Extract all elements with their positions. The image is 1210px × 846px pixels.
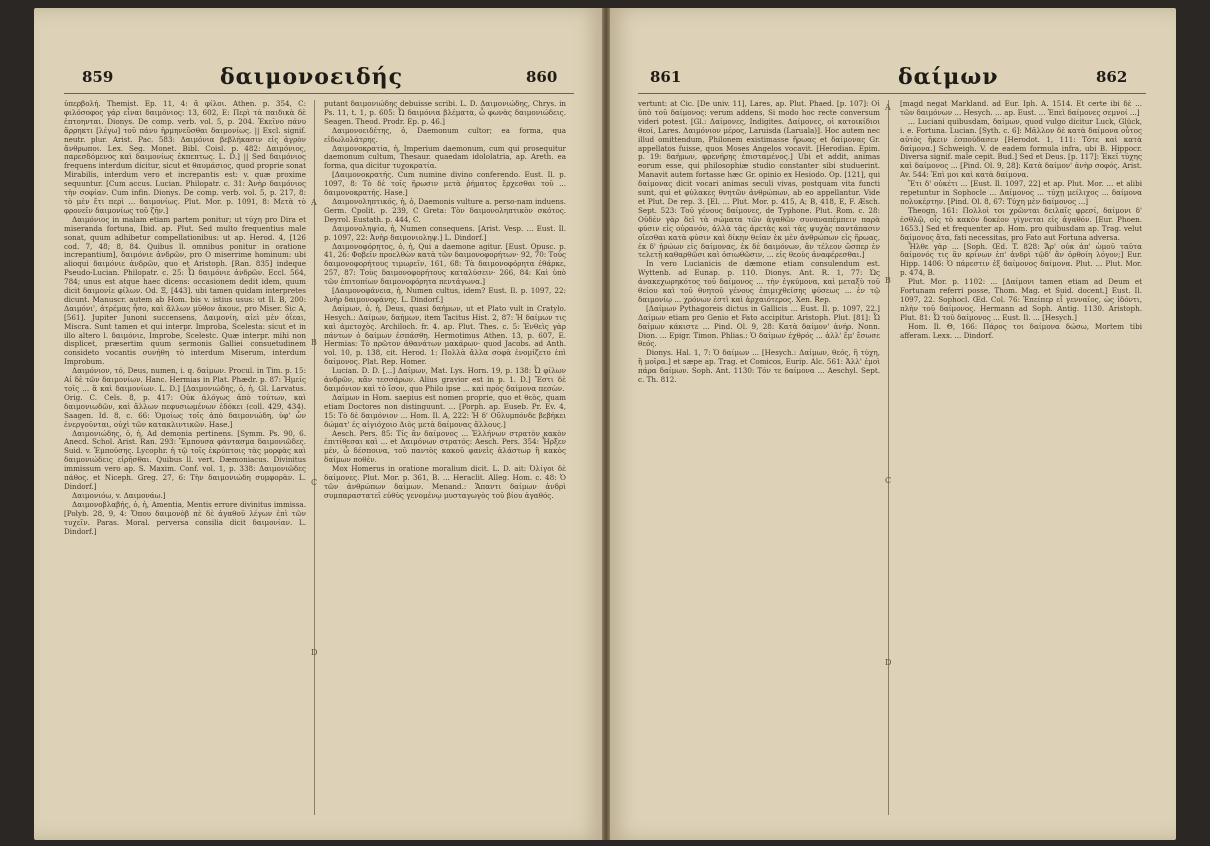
entry-paragraph: Δαιμονοειδέτης, ὁ, Daemonum cultor; ea forma, qua εἰδωλολάτρης.: [324, 125, 566, 144]
header-rule: [64, 93, 574, 94]
entry-paragraph: In vero Lucianicis de dæmone etiam consulendum est. Wyttenb. ad Eunap. p. 110. Dionys. Ant. R. 1, 77: Ὡς ἀνακεχωρηκότος τοῦ δαίμονος ... τὴν ἐγκύμονα, καὶ μεταξὺ τοῦ θείου καὶ τοῦ θνητοῦ γένους ἐπιμιχθείσης φύσεως ... ἐν τῷ δαιμονίῳ ... χρόνων ἐστὶ καὶ ἀρχαιότερος. Xen. Rep.: [638, 259, 880, 304]
entry-paragraph: Δαιμονοφόρητος, ὁ, ἡ, Qui a daemone agitur. [Eust. Opusc. p. 41, 26: Φοβεῖν προελθὼν κατὰ τῶν δαιμονοφορήτων· 92, 70: Τοὺς δαιμονοφορήτους τιμωρεῖν, 161, 68: Τὰ δαιμονοφόρητα ἐθάρκε, 257, 87: Τοὺς δαιμονοφορήτους καταλύσειν· 266, 84: Καὶ ὑπὸ τῶν ἐπιτοπίων δαιμονοφόρητα πεντάγωνα.]: [324, 241, 566, 287]
entry-paragraph: Dionys. Hal. 1, 7: Ὁ δαίμων ... [Hesych.: Δαίμων, θεός, ἢ τύχη, ἢ μοῖρα.] et sæpe ap. Trag. et Comicos, Eurip. Alc. 561: Ἀλλ' ἐμοὶ πάρα δαίμων. Soph. Ant. 1130: Τόν τε δαίμονα ... Aeschyl. Sept. c. Th. 812.: [638, 348, 880, 385]
entry-paragraph: Mox Homerus in oratione moralium dicit. L. D. ait: Ὀλίγοι δὲ δαίμονες. Plut. Mor. p. 361, B. ... Heraclit. Alleg. Hom. c. 48: Ὁ τῶν ἀνθρώπων δαίμων. Menand.: Ἅπαντι δαίμων ἀνδρὶ συμπαραστατεῖ εὐθὺς γενομένῳ μυσταγωγὸς τοῦ βίου ἀγαθός.: [324, 464, 566, 500]
entry-paragraph: vertunt: at Cic. [De univ. 11], Lares, ap. Plut. Phaed. [p. 107]: Οἱ ὑπὸ τοῦ δαίμονος: verum addens, Si modo hoc recte conversum videri potest. [Gl.: Δαίμονες, Indigites. Δαίμονες, οἱ κατοικίδιοι θεοί, Lares. Δαιμόνιον μέρος, Laruisda (Laruala)]. Hoc autem nec illud omittendum, Philonem existimasse ἥρωας et δαίμονας Gr. appellatos fuisse, quos Moses Angelos vocavit. [Herodian. Epim. p. 19: δαήμων, φρενήρης ἐπισταμένος.] Ubi et addit, animas eorum esse, qui philosophiæ studio constanter sibi studuerint. Manavit autem fortasse hæc Gr. opinio ex Hesiodo. Op. [121], qui δαίμονας dicit vocari animas seculi vivas, postquam vita functi sunt, qui et φύλακες θνητῶν ἀνθρώπων, ab eo appellantur. Vide et Plut. De rep. 3. [El. ... Plut. Mor. p. 415, A; B, 418, E, F. Æsch. Sept. 523: Τοῦ γένους δαίμονες, de Typhone. Plut. Rom. c. 28: Οὐδὲν γὰρ δεῖ τὰ σώματα τῶν ἀγαθῶν συναναπέμπειν παρὰ φύσιν εἰς οὐρανόν, ἀλλὰ τὰς ἀρετὰς καὶ τὰς ψυχὰς παντάπασιν οἴεσθαι κατὰ φύσιν καὶ δίκην θείαν ἐκ μὲν ἀνθρώπων εἰς ἥρωας, ἐκ δ' ἡρώων εἰς δαίμονας, ἐκ δὲ δαιμόνων, ἂν τέλεον ὥσπερ ἐν τελετῇ καθαρθῶσι καὶ ὁσιωθῶσιν, ... εἰς θεοὺς ἀναφέρεσθαι.]: [638, 100, 880, 260]
margin-letter: A: [885, 103, 891, 112]
entry-paragraph: ὑπερβολή. Themist. Ep. 11, 4: ἃ φίλοι. Athen. p. 354, C: φιλόσοφος γάρ εἶναι δαιμόνιος: 13, 602, E: Περὶ τὰ παιδικὰ δὲ ἐπτοηνται. Dionys. De comp. verb. vol. 5, p. 204. Ἐκεῖνο πάνυ ἄρρηκτι [λέγω] τοῦ πάνυ ἡρμηνεῦσθαι δαιμονίως. || Excl. signif. neutr. plur. Arist. Pac. 583: Δαιμόνια βεβλήκασιν εἰς ἀγρὸν ἄνθρωποι. Lex. Seg. Monet. Bibl. Coisl. p. 482: Δαιμόνιος, παρεσδόμενος καὶ δαιμονίως ἐκπεπτως. L. D.] || Sed δαιμόνιος frequens interdum dicitur, sicut et θαυμάσιος, quod proprie sonat Mirabilis, interdum vero et increpantis est: v. quæ proxime sequuntur. [Cum accus. Lucian. Philopatr. c. 31: Ἀνὴρ δαιμόνιος τὴν σοφίαν. Cum infin. Dionys. De comp. verb. vol. 5, p. 217, 8: τὸ μὲν ἔτι περὶ ... δαιμονίως. Plut. Mor. p. 1091, 8: Μετὰ τὸ φρονεῖν δαιμονίως τοῦ ζῆν.]: [64, 100, 306, 215]
entry-paragraph: Δαιμόνιον, τό, Deus, numen, i. q. δαίμων. Procul. in Tim. p. 15: Αἱ δὲ τῶν δαιμονίων. Hanc. Hermias in Plat. Phædr. p. 87: Ἠμείς τοῖς ... ἃ καὶ δαιμονίων. L. D.] [Δαιμονιώδης, ὁ, ἡ, Gl. Larvatus. Orig. C. Cels. 8, p. 417: Οὐκ ἀλόγως ἀπὸ τούτων, καὶ δαιμονιωδῶν, καὶ ἄλλων πεφυσιωμένων ἐδόκει (coll. 429, 434). Saagen. Id. 8, c. 66: Ὁμοίως τοῖς ἀπὸ δαιμονιώδη, ὑφ' ὧν ἐνεργοῦνται, οὐχὶ τῶν κατακλιντικῶν. Hase.]: [64, 366, 306, 429]
margin-letter: D: [311, 648, 318, 657]
entry-paragraph: Ἦλθε γὰρ ... [Soph. Œd. T. 828: Ἄρ' οὐκ ἀπ' ὠμοῦ ταῦτα δαίμονός τις ἂν κρίνων ἐπ' ἀνδρὶ τῷδ' ἂν ὀρθοίη λόγον;] Eur. Hipp. 1406: Ὁ πάρεστιν ἐξ δαίμονος δαίμονα. Plut. ... Plut. Mor. p. 474, B.: [900, 241, 1142, 278]
entry-paragraph: putant δαιμονιώδης debuisse scribi. L. D. Δαιμονιώδης, Chrys. in Ps. 11, t. 1, p. 605: Ὦ δαιμόνια βλέματα, ὦ φωνὰς δαιμονιώδεις. Seagen. Theod. Prodr. Ep. p. 46.]: [324, 100, 566, 126]
margin-letter: D: [885, 658, 892, 667]
margin-letter: B: [311, 338, 317, 347]
entry-paragraph: Δαιμόνιος in malam etiam partem ponitur; ut τύχη pro Dira et miseranda fortuna, Ibid. ap. Plut. Sed multo frequentius male sonat, quum adhibetur compellationibus: ut ap. Herod. 4, [126 cod. 7, 48; 8, 84. Quibus ll. omnibus ponitur in oratione increpantium], δαιμόνιε ἀνδρῶν, pro O miserrime hominum: ubi alioqui δαιμόνιε ἀνδρῶν, quo et Aristoph. [Ran. 835] indeque Pseudo-Lucian. Philopatr. c. 25: Ὦ δαιμόνιε ἀνδρῶν. Eccl. 564, 784; unus est atque haec dicens: occasionem dedit idem, quum dicit δαιμονίε φίλων. Od. Ξ, [443]. ubi tamen quidam interpretes dicunt. Manuscr. autem ab Hom. bis v. istius usus: ut Il. B, 200: Δαιμόνι', ἀτρέμας ἧσο, καὶ ἄλλων μῦθον ἄκουε, pro Miser. Sic A, [561]. Jupiter Junoni succensens, Δαιμονίη, αἰεὶ μὲν ὀΐεαι, Miscra. Sunt tamen et qui interpr. Improba, Scelesta: sicut et in illo altero l. δαιμόνιε, Improbe, Scelestc. Quæ interpr. mihi non displicet, præsertim quum sermonis Galliei consuetudinem consideto vocantis συνήθη τὸ interdum Miserum, interdum Improbum.: [64, 214, 306, 367]
header-rule: [638, 93, 1146, 94]
page-number: 862: [1096, 68, 1128, 86]
margin-letter: A: [311, 198, 317, 207]
left-page: [34, 8, 604, 840]
entry-paragraph: Δαιμονιώδης, ὁ, ἡ, Ad demonia pertinens. [Symm. Ps. 90, 6. Anecd. Schol. Arist. Ran. 293: Ἔμπουσα φάντασμα δαιμονιῶδες. Suid. v. Ἐμπούσης. Lycophr. ἡ τῷ τοῖς ἐκρύπτοις τὰς μορφὰς καὶ δαιμονιώδεις εἰρῆσθαι. Quibus ll. vert. Dæmoniacus. Divinitus immissum vero ap. S. Maxim. Conf. vol. 1, p. 338: Δαιμονιῶδες πάθος. et Niceph. Greg. 27, 6: Τὴν δαιμονιώδη συμφορὰν. L. Dindorf.]: [64, 428, 306, 491]
headword: δαίμων: [898, 64, 999, 90]
entry-paragraph: Δαίμων in Hom. saepius est nomen proprie, quo et θεὸς, quam etiam Doctores non distinguunt. ... [Porph. ap. Euseb. Pr. Ev. 4, 15: Τὸ δὲ δαιμόνιον ... Hom. Il. A, 222: Ἡ δ' Οὔλυμπόνδε βεβήκει δώματ' ἐς αἰγιόχοιο Διὸς μετὰ δαίμονας ἄλλους.]: [324, 392, 566, 429]
entry-paragraph: Δαιμονοληπτικός, ἡ, ὁ, Daemonis vulture a. perso-nam induens. Germ. Cpolit. p. 239, C Greta: Τὸν δαιμονοληπτικὸν σκότος. Deyrol. Eustath. p. 444, C.: [324, 196, 566, 224]
headword: δαιμονοειδής: [220, 64, 404, 90]
entry-paragraph: Δαιμονοκρατία, ἡ, Imperium daemonum, cum qui prosequitur daemonum cultum, Thesaur. quaedam idololatria, ap. Areth. ea forma, qua dicitur τυχοκρατία.: [324, 143, 566, 171]
page-number: 861: [650, 68, 682, 86]
left-column-b: [324, 100, 566, 820]
column-divider: [314, 100, 315, 815]
margin-letter: C: [311, 478, 318, 487]
entry-paragraph: Lucian. D. D. [...] Δαίμων, Mat. Lys. Horn. 19, p. 138: Ὦ φίλων ἀνδρῶν, κἂν τεσσάρων. Alius gravior est in p. 1. D.] Ἔστι δὲ δαιμόνιον καὶ τὸ ἴσον, quo Philo ipse ... καὶ πρὸς δαίμονα πεσὼν.: [324, 366, 566, 393]
entry-paragraph: Δαιμονοβλαβής, ὁ, ἡ, Amentia, Mentis errore divinitus immissa. [Polyb. 28, 9, 4: Ὅπου δαιμονὸβ πὲ δὲ ἀγαθοῦ λέγων ἐπὶ τῶν τυχεῖν. Paras. Moral. perversa consilia dicit δαιμονίαν. L. Dindorf.]: [64, 499, 306, 536]
margin-letter: C: [885, 476, 892, 485]
entry-paragraph: [Δαίμων Pythagoreis dictus in Gallicis ... Eust. Il. p. 1097, 22.] Δαίμων etiam pro Genio et Fato accipitur. Aristoph. Plut. [81]: Ὦ δαίμων κάκιστε ... Pind. Ol. 9, 28: Κατὰ δαίμον' ἀνήρ. Nonn. Dion. ... Epigr. Timon. Phlias.: Ὁ δαίμων ἐχθρός ... ἀλλ' ἔμ' ἔσωσε θεός.: [638, 303, 880, 349]
open-book: [34, 8, 1176, 840]
column-divider: [888, 100, 889, 815]
margin-letter: B: [885, 276, 891, 285]
page-number: 859: [82, 68, 114, 86]
left-column-a: [64, 100, 306, 820]
entry-paragraph: ... Luciani quibusdam, δαίμων, quod vulgo dicitur Luck, Glück, i. e. Fortuna. Lucian. [Syth. c. 6]: Μᾶλλον δὲ κατὰ δαίμονα οὗτος αὐτὸς ἥκειν ἐσπούδασεν [Herodot. 1, 111: Τότε καὶ κατὰ δαίμονα.] Schweigh. V. de eadem formula infra, ubi B. Hippocr. Diversa signif. male cepit. Bud.] Sed et Deus. [p. 117]: Ἐκεῖ τύχης καὶ δαίμονος ... [Pind. Ol. 9, 28]: Κατὰ δαίμον' ἀνὴρ σοφός. Arist. Av. 544: Ἐπὶ μοι καὶ κατὰ δαίμονα.: [900, 116, 1142, 180]
book-spine: [602, 8, 610, 840]
entry-paragraph: [Δαιμονοφάνεια, ἡ, Numen cultus, idem? Eust. Il. p. 1097, 22: Ἀνὴρ δαιμονοφάνης. L. Dindorf.]: [324, 286, 566, 304]
entry-paragraph: Ἔτι δ' οὐκέτι ... [Eust. Il. 1097, 22] et ap. Plut. Mor. ... et alibi repetuntur in Sophocle ... Δαίμονος ... τύχῃ μείλιχος ... δαίμονα πολυκέρτην. [Pind. Ol. 8, 67: Τύχη μὲν δαίμονος ...]: [900, 179, 1142, 206]
entry-paragraph: [Δαιμονοκρατής. Cum numine divino conferendo. Eust. Il. p. 1097, 8: Τὸ δὲ τοῖς ἥρωσιν μετὰ ῥήματος ἔρχεσθαι τοῦ ... δαιμονοκρατής. Hase.]: [324, 170, 566, 198]
entry-paragraph: Δαιμονιόω, v. Δαιμονάω.]: [72, 490, 166, 500]
entry-paragraph: Hom. Il. Θ, 166: Πάρος τοι δαίμονα δώσω, Mortem tibi afferam. Lexx. ... Dindorf.: [900, 321, 1142, 340]
right-page: [608, 8, 1176, 840]
right-column-b: [900, 100, 1142, 820]
left-page-header: [34, 64, 604, 92]
entry-paragraph: Δαιμονοληψία, ἡ, Numen consequens. [Arist. Vesp. ... Eust. Il. p. 1097, 22: Ἀνὴρ δαιμονιοληψ.] L. Dindorf.]: [324, 223, 566, 242]
entry-paragraph: Aesch. Pers. 85: Τίς ἂν δαίμονος ... Ἑλλήνων στρατὸν κακὸν ἐπιτίθεσαι καὶ ... et Δαιμόνων στρατός: Aesch. Pers. 354: Ἦρξεν μέν, ὦ δέσποινα, τοῦ παντὸς κακοῦ φανεὶς ἀλάστωρ ἢ κακὸς δαίμων ποθέν.: [324, 428, 566, 465]
page-number: 860: [526, 68, 558, 86]
entry-paragraph: [magd negat Markland. ad Eur. Iph. A. 1514. Et certe ibi δὲ ... τῶν δαιμόνων ... Hesych. ... ap. Eust. ... Ἐπεὶ δαίμονες σεμνοί ...]: [900, 100, 1142, 117]
right-column-a: [638, 100, 880, 820]
right-page-header: [608, 64, 1176, 92]
entry-paragraph: Theogn. 161: Πολλοὶ τοι χρῶνται δειλαῖς φρεσί, δαίμονι δ' ἐσθλῷ, οἷς τὸ κακὸν δοκέον γίγνεται εἰς ἀγαθόν. [Eur. Phoen. 1653.] Sed et frequenter ap. Hom. pro quibusdam ap. Trag. velut δαίμονος ἄτα, fati necessitas, pro Fato aut Fortuna adversa.: [900, 205, 1142, 242]
entry-paragraph: Δαίμων, ὁ, ἡ, Deus, quasi δαήμων, ut et Plato vult in Cratylo. Hesych.: Δαίμων, δαήμων, item Tacitus Hist. 2, 87: Ἡ δαίμων τις καὶ ἀμετοχὸς. Archiloch. fr. 4. ap. Plut. Thes. c. 5: Ἐνθεὶς γὰρ πάντων ὁ δαίμων ἐσπάσθη. Hermotimus Athen. 13, p. 607, E. Hermias: Τὸ πρῶτον ἀθανάτων μακάρων· quod Jacobs. ad Anth. vol. 10, p. 138, cit. Herod. 1: Πολλὰ ἄλλα σοφὰ ἐνομίζετο ἐπὶ δαίμονος. Plat. Rep. Homer.: [324, 303, 566, 367]
entry-paragraph: Plut. Mor. p. 1102: ... [Δαίμονι tamen etiam ad Deum et Fortunam referri posse, Thom. Mag. et Suid. docent.] Eust. Il. 1097, 22. Sophocl. Œd. Col. 76: Ἐπείπερ εἶ γενναῖος, ὡς ἰδόντι, πλὴν τοῦ δαίμονος. Hermann ad Soph. Antig. 1130. Aristoph. Plut. 81: Ὦ τοῦ δαίμονος ... Eust. Il. ... [Hesych.]: [900, 277, 1142, 322]
